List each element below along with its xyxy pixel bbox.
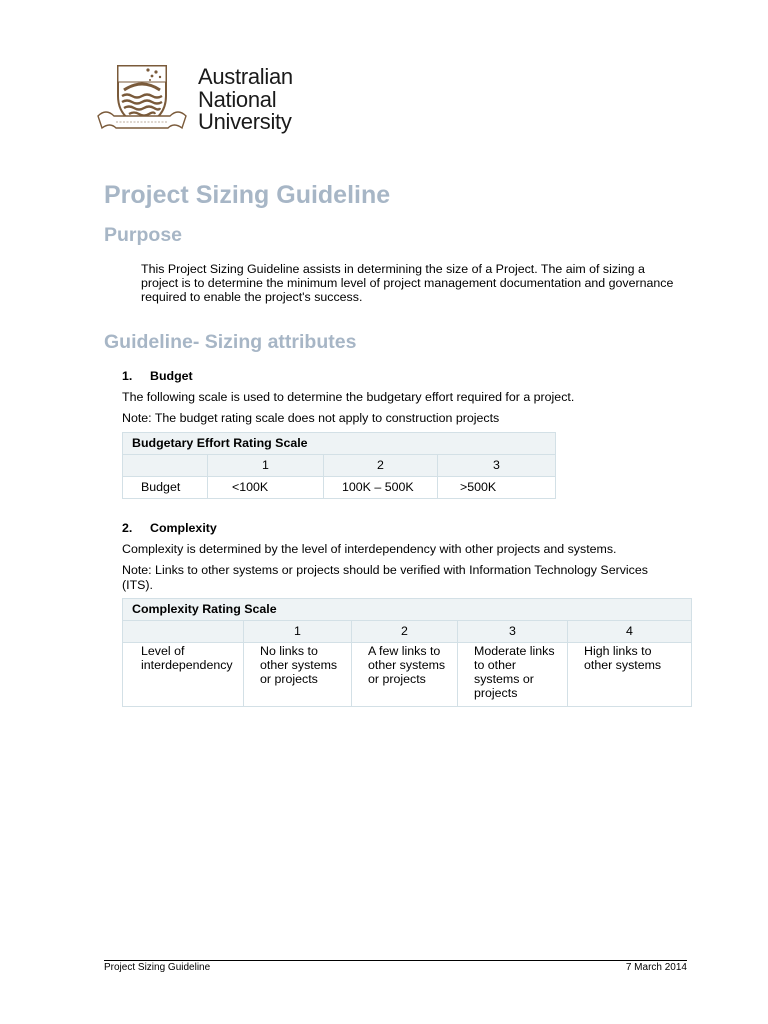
budget-row-label: Budget [123, 477, 208, 499]
anu-logo [96, 62, 318, 142]
complexity-value-3: Moderate links to other systems or projects [458, 643, 568, 707]
complexity-rating-table [122, 598, 692, 707]
anu-crest-icon [96, 62, 188, 138]
university-name [198, 66, 293, 134]
budget-scale-2: 2 [324, 455, 438, 477]
complexity-note: Note: Links to other systems or projects should be verified with Information Technology Services (ITS). [122, 563, 648, 592]
guideline-heading: Guideline- Sizing attributes [104, 331, 357, 353]
complexity-scale-2: 2 [352, 621, 458, 643]
budget-heading [122, 369, 193, 383]
budget-table-caption: Budgetary Effort Rating Scale [123, 433, 556, 455]
complexity-value-4: High links to other systems [568, 643, 692, 707]
purpose-text: This Project Sizing Guideline assists in determining the size of a Project. The aim of sizing a project is to determine the minimum level of project management documentation and governance required to enable the project's success. [141, 262, 674, 304]
budget-value-2: 100K – 500K [324, 477, 438, 499]
complexity-value-2: A few links to other systems or projects [352, 643, 458, 707]
complexity-scale-4: 4 [568, 621, 692, 643]
complexity-heading-number: 2. [122, 521, 133, 535]
budget-value-3: >500K [438, 477, 556, 499]
complexity-heading-label: Complexity [150, 521, 217, 535]
document-title: Project Sizing Guideline [104, 181, 391, 209]
purpose-heading: Purpose [104, 224, 183, 246]
footer-document-name: Project Sizing Guideline [104, 962, 211, 973]
complexity-scale-3: 3 [458, 621, 568, 643]
university-name-line-3: University [198, 109, 292, 134]
budget-value-1: <100K [208, 477, 324, 499]
university-name-line-2: National [198, 86, 277, 112]
budget-description: The following scale is used to determine the budgetary effort required for a project. [122, 390, 575, 404]
budget-scale-3: 3 [438, 455, 556, 477]
budget-heading-label: Budget [150, 369, 193, 383]
footer-divider [104, 960, 687, 961]
complexity-row-label: Level of interdependency [123, 643, 244, 707]
complexity-scale-1: 1 [244, 621, 352, 643]
budget-note: Note: The budget rating scale does not apply to construction projects [122, 411, 500, 425]
complexity-description: Complexity is determined by the level of interdependency with other projects and systems. [122, 542, 617, 556]
complexity-table-caption: Complexity Rating Scale [123, 599, 692, 621]
budget-scale-1: 1 [208, 455, 324, 477]
university-name-line-1: Australian [198, 64, 293, 89]
footer-date: 7 March 2014 [625, 962, 687, 973]
complexity-heading [122, 521, 217, 535]
budget-heading-number: 1. [122, 369, 133, 383]
budget-rating-table [122, 432, 556, 499]
complexity-value-1: No links to other systems or projects [244, 643, 352, 707]
complexity-table-blank-cell [123, 621, 244, 643]
budget-table-blank-cell [123, 455, 208, 477]
